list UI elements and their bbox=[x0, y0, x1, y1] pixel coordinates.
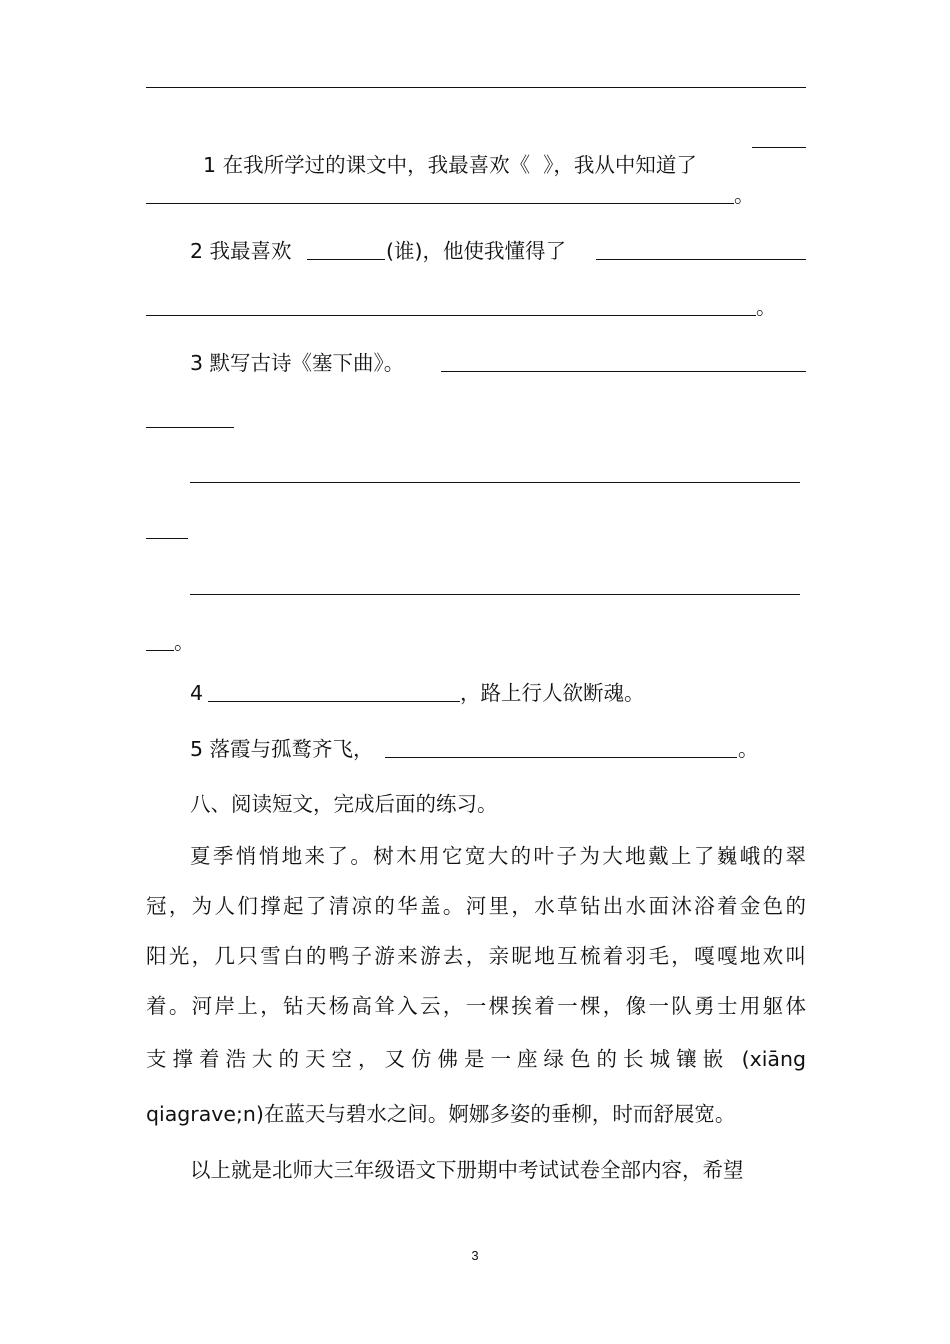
question-3-blank-2[interactable] bbox=[146, 427, 234, 428]
question-3-blank-3[interactable] bbox=[190, 482, 800, 483]
question-4-blank[interactable] bbox=[208, 701, 460, 702]
question-1-text: 1 在我所学过的课文中，我最喜欢《 》，我从中知道了 bbox=[203, 153, 697, 177]
passage-line-3: 阳光，几只雪白的鸭子游来游去，亲昵地互梳着羽毛，嘎嘎地欢叫 bbox=[146, 944, 806, 968]
question-4-text: ，路上行人欲断魂。 bbox=[460, 681, 645, 705]
question-5: 5 落霞与孤鹜齐飞， bbox=[190, 737, 374, 761]
passage-line-2: 冠，为人们撑起了清凉的华盖。河里，水草钻出水面沐浴着金色的 bbox=[146, 894, 806, 918]
question-3: 3 默写古诗《塞下曲》。 bbox=[190, 351, 405, 375]
question-5-blank[interactable] bbox=[385, 757, 737, 758]
passage-line-1: 夏季悄悄地来了。树木用它宽大的叶子为大地戴上了巍峨的翠 bbox=[190, 844, 806, 868]
question-2-b: (谁)，他使我懂得了 bbox=[386, 239, 566, 263]
question-3-blank-4[interactable] bbox=[146, 538, 188, 539]
top-answer-line bbox=[146, 87, 806, 88]
page-number: 3 bbox=[471, 1248, 479, 1263]
question-5-end: 。 bbox=[738, 737, 759, 761]
passage-line-5: 支撑着浩大的天空，又仿佛是一座绿色的长城镶嵌 (xiāng bbox=[146, 1047, 806, 1071]
question-2-blank-who[interactable] bbox=[307, 259, 385, 260]
question-1-end: 。 bbox=[734, 183, 755, 207]
question-4-number: 4 bbox=[190, 681, 204, 705]
passage-line-6: qiagrave;n)在蓝天与碧水之间。婀娜多姿的垂柳，时而舒展宽。 bbox=[146, 1102, 736, 1126]
question-1-blank-line[interactable] bbox=[146, 203, 734, 204]
closing-text: 以上就是北师大三年级语文下册期中考试试卷全部内容，希望 bbox=[190, 1158, 744, 1182]
question-1-blank[interactable] bbox=[752, 147, 806, 148]
question-2-blank-line[interactable] bbox=[146, 315, 756, 316]
question-1 bbox=[190, 126, 697, 178]
question-2-end: 。 bbox=[756, 295, 777, 319]
question-3-blank-6[interactable] bbox=[146, 650, 174, 651]
question-3-blank[interactable] bbox=[441, 371, 806, 372]
question-2-a: 2 我最喜欢 bbox=[190, 239, 292, 263]
passage-line-4: 着。河岸上，钻天杨高耸入云，一棵挨着一棵，像一队勇士用躯体 bbox=[146, 994, 806, 1018]
question-3-end: 。 bbox=[174, 630, 195, 654]
section-heading: 八、阅读短文，完成后面的练习。 bbox=[190, 792, 498, 816]
question-2-blank[interactable] bbox=[596, 259, 806, 260]
question-3-blank-5[interactable] bbox=[190, 594, 800, 595]
